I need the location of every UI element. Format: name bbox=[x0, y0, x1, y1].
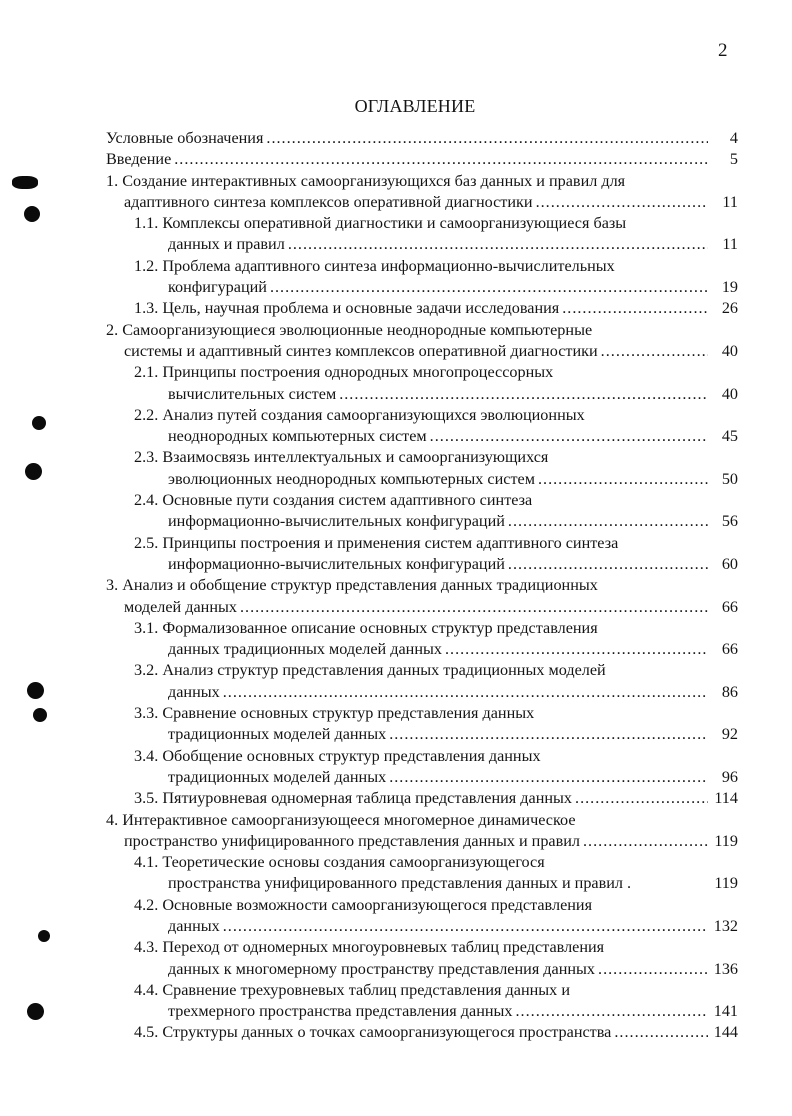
toc-entry bbox=[106, 171, 738, 214]
toc-entry-text: 2.4. Основные пути создания систем адаптивного синтеза bbox=[134, 491, 533, 510]
toc-entry-text: пространства унифицированного представления данных и правил . bbox=[168, 874, 632, 893]
hole-punch-mark bbox=[25, 463, 42, 480]
toc-entry-text: системы и адаптивный синтез комплексов оперативной диагностики bbox=[124, 341, 598, 360]
toc-page-number: 45 bbox=[721, 427, 738, 446]
toc-entry bbox=[106, 1022, 738, 1043]
toc-entry-text: 2.2. Анализ путей создания самоорганизующихся эволюционных bbox=[134, 405, 585, 424]
toc-entry-text: 4.2. Основные возможности самоорганизующегося представления bbox=[134, 895, 593, 914]
dot-leader bbox=[223, 916, 708, 937]
hole-punch-mark bbox=[24, 206, 40, 222]
dot-leader bbox=[598, 959, 708, 980]
toc-entry-text: 4.3. Переход от одномерных многоуровневых таблиц представления bbox=[134, 938, 605, 957]
dot-leader bbox=[174, 149, 708, 170]
toc-entry-text: 2.3. Взаимосвязь интеллектуальных и самоорганизующихся bbox=[134, 448, 549, 467]
toc-entry-text: неоднородных компьютерных систем bbox=[168, 427, 427, 446]
toc-entry-text: эволюционных неоднородных компьютерных систем bbox=[168, 469, 535, 488]
dot-leader bbox=[270, 277, 708, 298]
toc-entry-text: 3.3. Сравнение основных структур представления данных bbox=[134, 704, 535, 723]
toc-entry-text: традиционных моделей данных bbox=[168, 767, 387, 786]
toc-entry bbox=[106, 128, 738, 149]
toc-entry-text: пространство унифицированного представления данных и правил bbox=[124, 831, 580, 850]
toc-page-number: 66 bbox=[721, 597, 738, 616]
toc-entry-text: данных bbox=[168, 682, 220, 701]
toc-entry-text: 2.1. Принципы построения однородных многопроцессорных bbox=[134, 363, 554, 382]
toc-entry bbox=[106, 788, 738, 809]
toc-page-number: 40 bbox=[721, 341, 738, 360]
dot-leader bbox=[614, 1022, 708, 1043]
toc-entry bbox=[106, 405, 738, 448]
table-of-contents bbox=[106, 128, 738, 1044]
hole-punch-mark bbox=[38, 930, 50, 942]
toc-page-number: 60 bbox=[721, 554, 738, 573]
dot-leader bbox=[538, 469, 708, 490]
toc-entry bbox=[106, 852, 738, 895]
toc-entry-text: 1. Создание интерактивных самоорганизующихся баз данных и правил для bbox=[106, 171, 626, 190]
toc-entry-text: 3.4. Обобщение основных структур представления данных bbox=[134, 746, 541, 765]
toc-entry-text: 3. Анализ и обобщение структур представления данных традиционных bbox=[106, 576, 598, 595]
dot-leader bbox=[583, 831, 708, 852]
dot-leader bbox=[575, 788, 708, 809]
toc-entry-text: 2. Самоорганизующиеся эволюционные неоднородные компьютерные bbox=[106, 320, 593, 339]
toc-page-number: 56 bbox=[721, 512, 738, 531]
toc-entry bbox=[106, 298, 738, 319]
dot-leader bbox=[508, 554, 708, 575]
dot-leader bbox=[445, 639, 708, 660]
dot-leader bbox=[389, 724, 708, 745]
toc-page-number: 66 bbox=[721, 640, 738, 659]
toc-page-number: 114 bbox=[714, 789, 738, 808]
toc-entry-text: 1.3. Цель, научная проблема и основные задачи исследования bbox=[134, 299, 560, 318]
toc-entry-text: вычислительных систем bbox=[168, 384, 337, 403]
toc-entry-text: информационно-вычислительных конфигураций bbox=[168, 512, 505, 531]
toc-page-number: 19 bbox=[721, 278, 738, 297]
toc-entry-text: 4.4. Сравнение трехуровневых таблиц представления данных и bbox=[134, 980, 570, 999]
toc-entry bbox=[106, 490, 738, 533]
toc-entry-text: данных к многомерному пространству представления данных bbox=[168, 959, 596, 978]
dot-leader bbox=[430, 426, 708, 447]
toc-page-number: 132 bbox=[713, 916, 738, 935]
hole-punch-mark bbox=[33, 708, 47, 722]
toc-title: ОГЛАВЛЕНИЕ bbox=[354, 96, 476, 116]
toc-entry bbox=[106, 980, 738, 1023]
dot-leader bbox=[536, 192, 708, 213]
hole-punch-mark bbox=[12, 176, 38, 189]
dot-leader bbox=[389, 767, 708, 788]
toc-entry-text: данных и правил bbox=[168, 235, 285, 254]
toc-entry bbox=[106, 895, 738, 938]
toc-entry-text: 4.1. Теоретические основы создания самоорганизующегося bbox=[134, 853, 545, 872]
toc-entry bbox=[106, 256, 738, 299]
toc-entry bbox=[106, 320, 738, 363]
toc-page-number: 50 bbox=[721, 469, 738, 488]
toc-entry bbox=[106, 533, 738, 576]
toc-entry-text: 2.5. Принципы построения и применения систем адаптивного синтеза bbox=[134, 533, 619, 552]
toc-entry bbox=[106, 660, 738, 703]
dot-leader bbox=[516, 1001, 709, 1022]
dot-leader bbox=[339, 384, 708, 405]
toc-page-number: 119 bbox=[714, 831, 738, 850]
toc-entry bbox=[106, 703, 738, 746]
dot-leader bbox=[223, 682, 708, 703]
toc-entry bbox=[106, 213, 738, 256]
page-number: 2 bbox=[718, 40, 728, 61]
toc-page-number: 86 bbox=[721, 682, 738, 701]
dot-leader bbox=[288, 234, 708, 255]
toc-entry-text: 4.5. Структуры данных о точках самоорганизующегося пространства bbox=[134, 1023, 612, 1042]
toc-entry bbox=[106, 746, 738, 789]
toc-entry-text: традиционных моделей данных bbox=[168, 725, 387, 744]
dot-leader bbox=[508, 511, 708, 532]
toc-page-number: 26 bbox=[721, 299, 738, 318]
toc-page-number: 11 bbox=[722, 235, 738, 254]
toc-entry-text: трехмерного пространства представления данных bbox=[168, 1002, 513, 1021]
toc-entry bbox=[106, 447, 738, 490]
toc-entry-text: данных традиционных моделей данных bbox=[168, 640, 442, 659]
dot-leader bbox=[562, 298, 708, 319]
toc-page-number: 136 bbox=[713, 959, 738, 978]
toc-entry-text: Условные обозначения bbox=[106, 129, 264, 147]
toc-entry-text: данных bbox=[168, 916, 220, 935]
toc-entry bbox=[106, 618, 738, 661]
toc-page-number: 96 bbox=[721, 767, 738, 786]
toc-page-number: 119 bbox=[714, 874, 738, 893]
toc-entry-text: адаптивного синтеза комплексов оперативной диагностики bbox=[124, 192, 533, 211]
toc-entry bbox=[106, 575, 738, 618]
toc-page-number: 5 bbox=[729, 150, 738, 169]
toc-page-number: 4 bbox=[729, 129, 738, 147]
toc-entry-text: информационно-вычислительных конфигураций bbox=[168, 554, 505, 573]
toc-entry-text: 3.1. Формализованное описание основных структур представления bbox=[134, 618, 598, 637]
dot-leader bbox=[266, 128, 708, 149]
toc-page-number: 92 bbox=[721, 725, 738, 744]
toc-entry-text: 1.2. Проблема адаптивного синтеза информационно-вычислительных bbox=[134, 256, 615, 275]
dot-leader bbox=[601, 341, 708, 362]
dot-leader bbox=[240, 597, 708, 618]
hole-punch-mark bbox=[27, 682, 44, 699]
toc-entry-text: конфигураций bbox=[168, 278, 267, 297]
toc-entry bbox=[106, 937, 738, 980]
toc-entry-text: 3.2. Анализ структур представления данных традиционных моделей bbox=[134, 661, 606, 680]
toc-entry bbox=[106, 149, 738, 170]
toc-page-number: 141 bbox=[713, 1002, 738, 1021]
toc-page-number: 40 bbox=[721, 384, 738, 403]
hole-punch-mark bbox=[27, 1003, 44, 1020]
toc-page-number: 144 bbox=[713, 1023, 738, 1042]
toc-entry-text: Введение bbox=[106, 150, 172, 169]
toc-entry-text: моделей данных bbox=[124, 597, 237, 616]
toc-entry-text: 3.5. Пятиуровневая одномерная таблица представления данных bbox=[134, 789, 573, 808]
toc-entry-text: 4. Интерактивное самоорганизующееся многомерное динамическое bbox=[106, 810, 576, 829]
hole-punch-mark bbox=[32, 416, 46, 430]
toc-entry-text: 1.1. Комплексы оперативной диагностики и самоорганизующиеся базы bbox=[134, 214, 627, 233]
toc-entry bbox=[106, 810, 738, 853]
toc-page-number: 11 bbox=[722, 192, 738, 211]
toc-entry bbox=[106, 362, 738, 405]
